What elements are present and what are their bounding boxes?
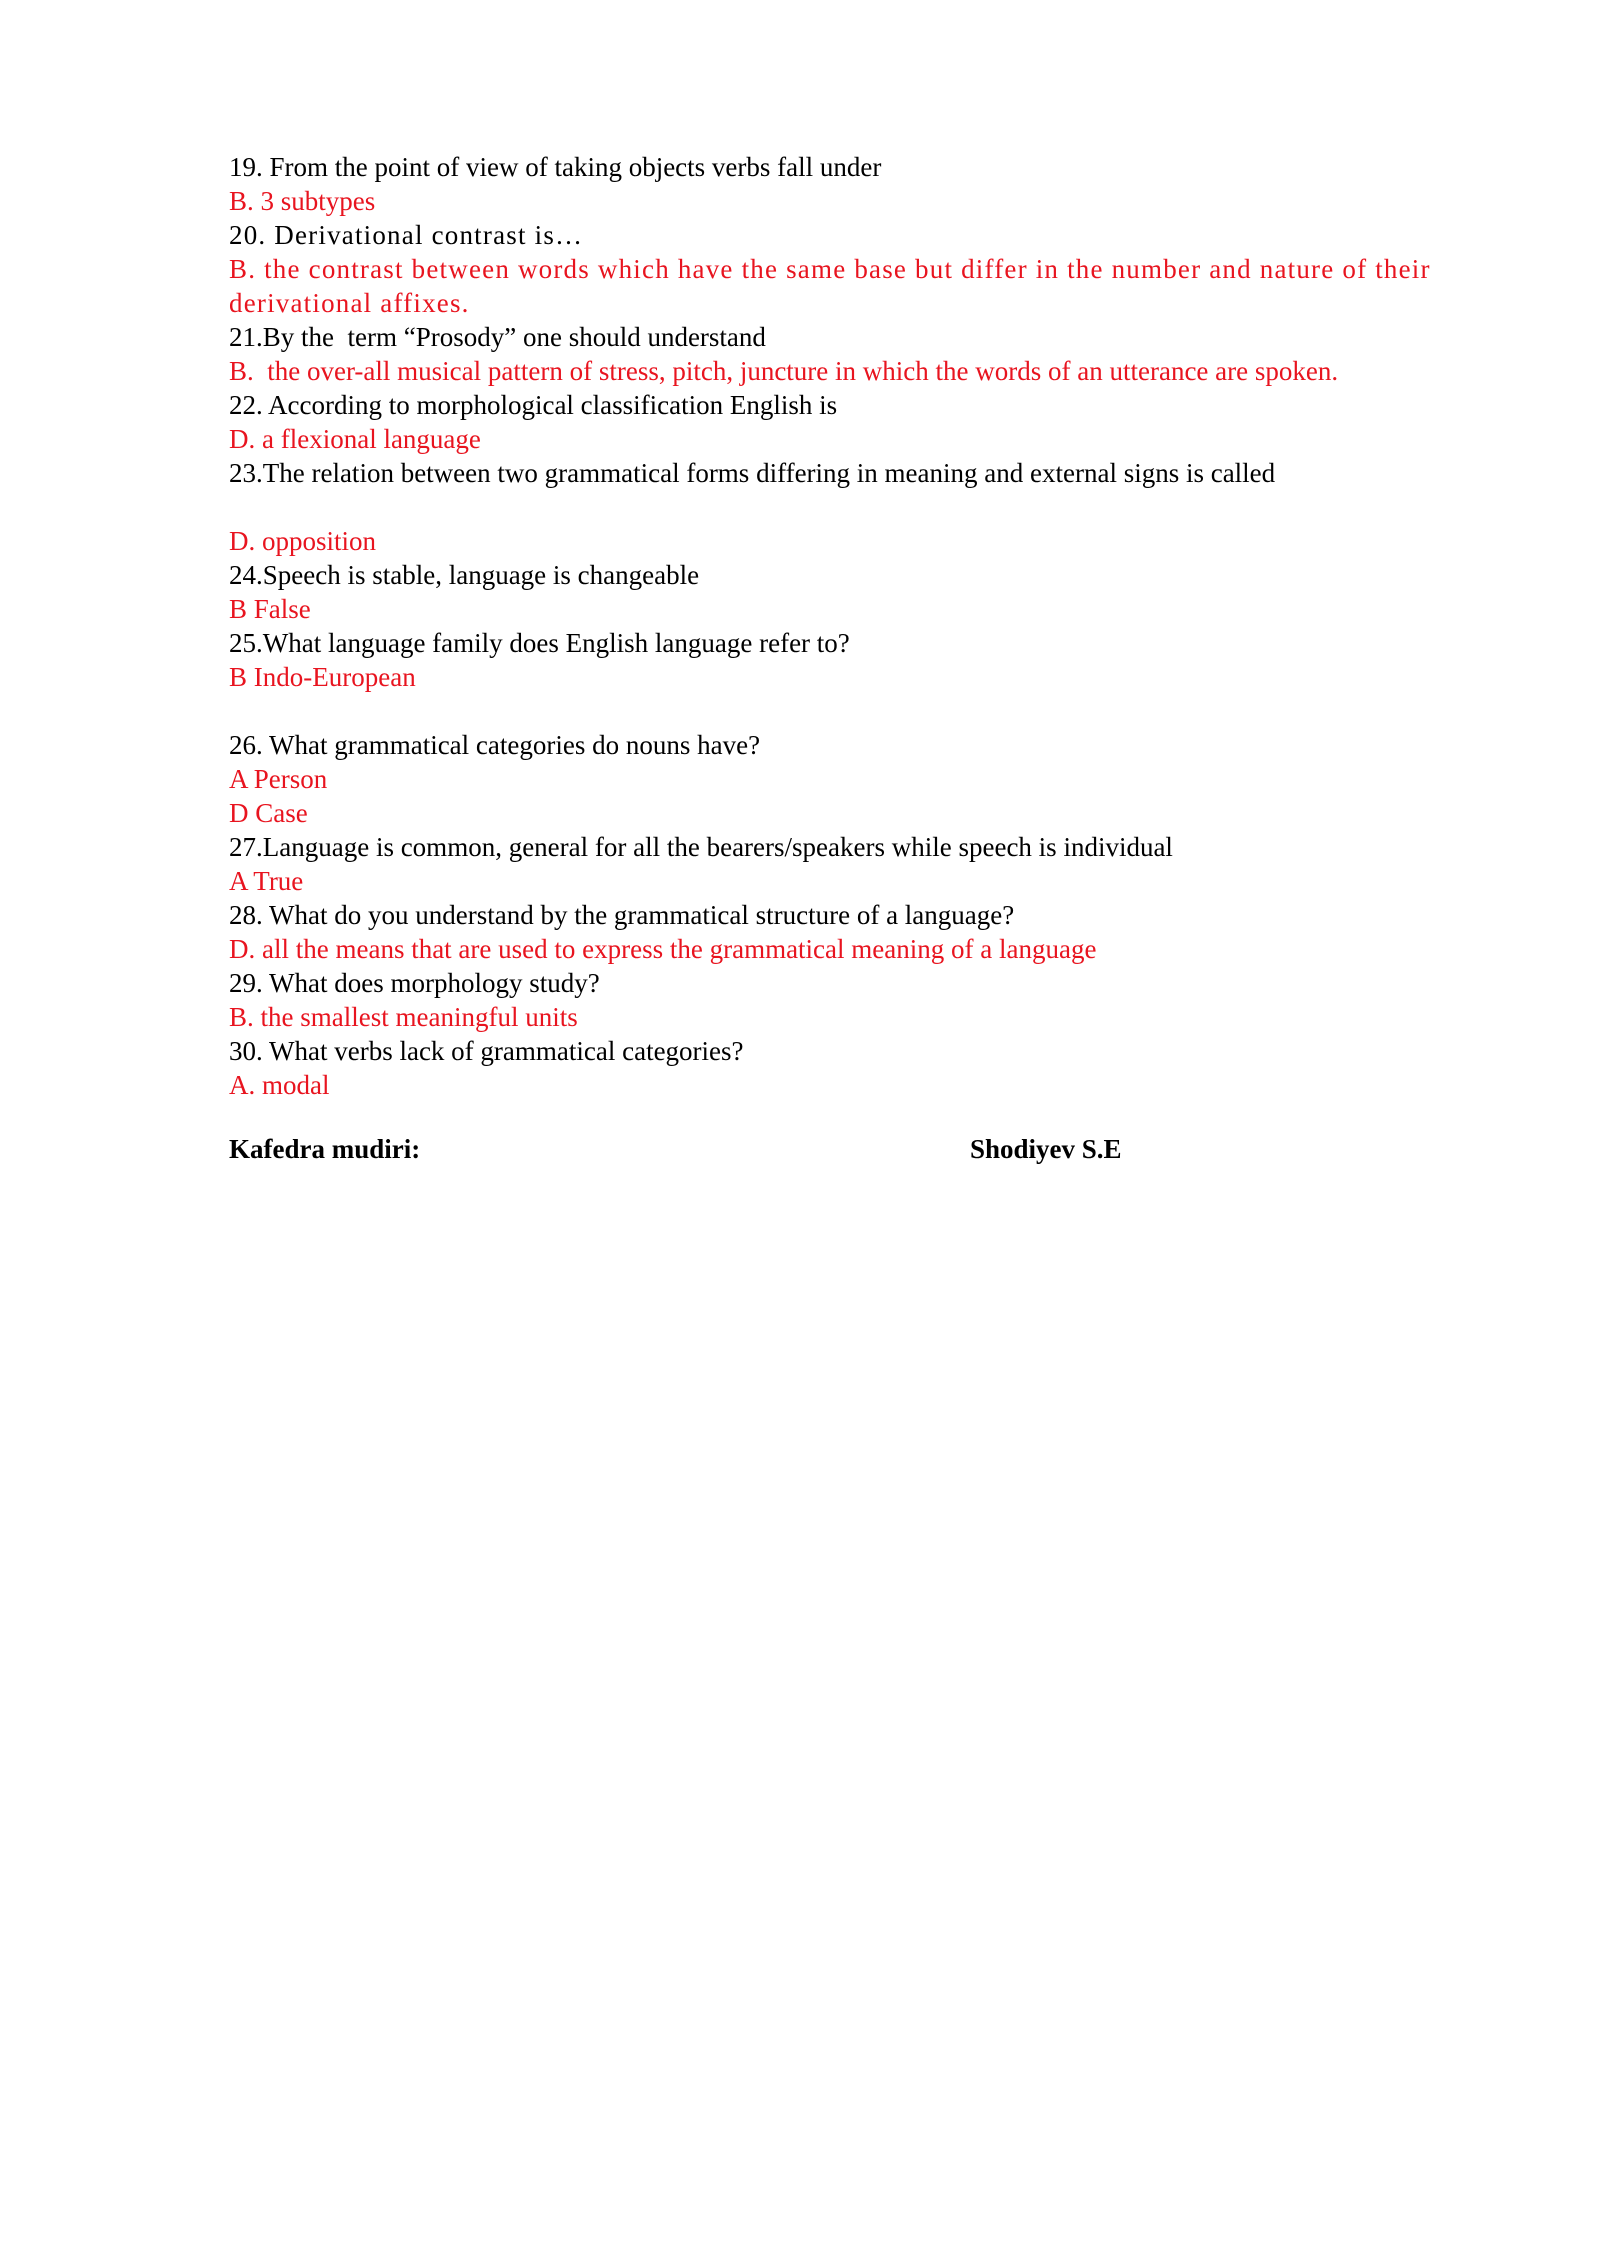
question-22: 22. According to morphological classification English is [229, 390, 838, 420]
blank-line [229, 490, 1470, 524]
answer-30: A. modal [229, 1070, 330, 1100]
question-block-26 [229, 728, 1470, 830]
question-25: 25.What language family does English language refer to? [229, 628, 850, 658]
question-block-30 [229, 1034, 1470, 1102]
question-28: 28. What do you understand by the grammatical structure of a language? [229, 900, 1015, 930]
question-block-21 [229, 320, 1470, 388]
answer-29: B. the smallest meaningful units [229, 1002, 578, 1032]
signature-line [229, 1134, 1470, 1170]
answer-22: D. a flexional language [229, 424, 481, 454]
answer-28: D. all the means that are used to express the grammatical meaning of a language [229, 934, 1097, 964]
question-27: 27.Language is common, general for all the bearers/speakers while speech is individual [229, 832, 1173, 862]
question-20: 20. Derivational contrast is… [229, 220, 584, 250]
question-23: 23.The relation between two grammatical forms differing in meaning and external signs is called [229, 458, 1276, 488]
answer-23: D. opposition [229, 526, 377, 556]
question-block-25 [229, 626, 1470, 694]
question-block-27 [229, 830, 1470, 898]
question-26: 26. What grammatical categories do nouns have? [229, 730, 761, 760]
answer-19: B. 3 subtypes [229, 186, 376, 216]
blank-line [229, 694, 1470, 728]
signature-title: Kafedra mudiri: [229, 1134, 421, 1164]
question-block-20 [229, 218, 1470, 320]
question-24: 24.Speech is stable, language is changeable [229, 560, 700, 590]
answer-26-d: D Case [229, 798, 308, 828]
question-block-23 [229, 456, 1470, 558]
question-block-29 [229, 966, 1470, 1034]
question-30: 30. What verbs lack of grammatical categories? [229, 1036, 744, 1066]
question-block-28 [229, 898, 1470, 966]
question-block-22 [229, 388, 1470, 456]
question-21: 21.By the term “Prosody” one should understand [229, 322, 766, 352]
answer-26-a: A Person [229, 764, 328, 794]
answer-21: B. the over-all musical pattern of stress, pitch, juncture in which the words of an utterance are spoken. [229, 356, 1339, 386]
answer-27: A True [229, 866, 304, 896]
question-block-24 [229, 558, 1470, 626]
answer-24: B False [229, 594, 311, 624]
answer-25: B Indo-European [229, 662, 416, 692]
question-block-19 [229, 150, 1470, 218]
question-19: 19. From the point of view of taking objects verbs fall under [229, 152, 882, 182]
answer-20: B. the contrast between words which have the same base but differ in the number and nature of their derivational affixes. [229, 254, 1439, 318]
signature-name: Shodiyev S.E [970, 1134, 1122, 1164]
question-29: 29. What does morphology study? [229, 968, 600, 998]
